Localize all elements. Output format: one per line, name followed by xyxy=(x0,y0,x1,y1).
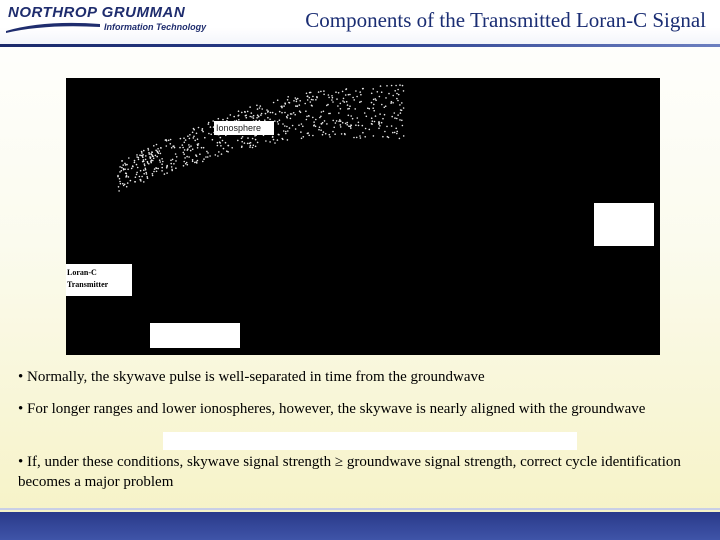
division-name: Information Technology xyxy=(104,22,207,32)
ionosphere-dots-icon xyxy=(66,78,660,355)
highlight-strip xyxy=(163,432,577,450)
logo-swoosh-icon xyxy=(4,20,102,34)
ionosphere-diagram xyxy=(66,78,660,355)
ionosphere-label: Ionosphere xyxy=(214,121,274,135)
receiver-box xyxy=(594,203,654,246)
header-divider xyxy=(0,44,720,47)
bullet-point: • For longer ranges and lower ionospheres, however, the skywave is nearly aligned with the groundwave xyxy=(18,401,646,417)
bullet-point: • If, under these conditions, skywave signal strength ≥ groundwave signal strength, correct cycle identification becomes a major problem xyxy=(18,454,681,490)
footer-bar xyxy=(0,512,720,540)
ground-box xyxy=(150,323,240,348)
company-logo: NORTHROP GRUMMAN xyxy=(8,4,186,21)
page-title: Components of the Transmitted Loran-C Signal xyxy=(305,8,706,32)
bullet-point: • Normally, the skywave pulse is well-separated in time from the groundwave xyxy=(18,369,485,385)
transmitter-label: Loran-C Transmitter xyxy=(66,264,132,296)
footer-divider xyxy=(0,508,720,510)
